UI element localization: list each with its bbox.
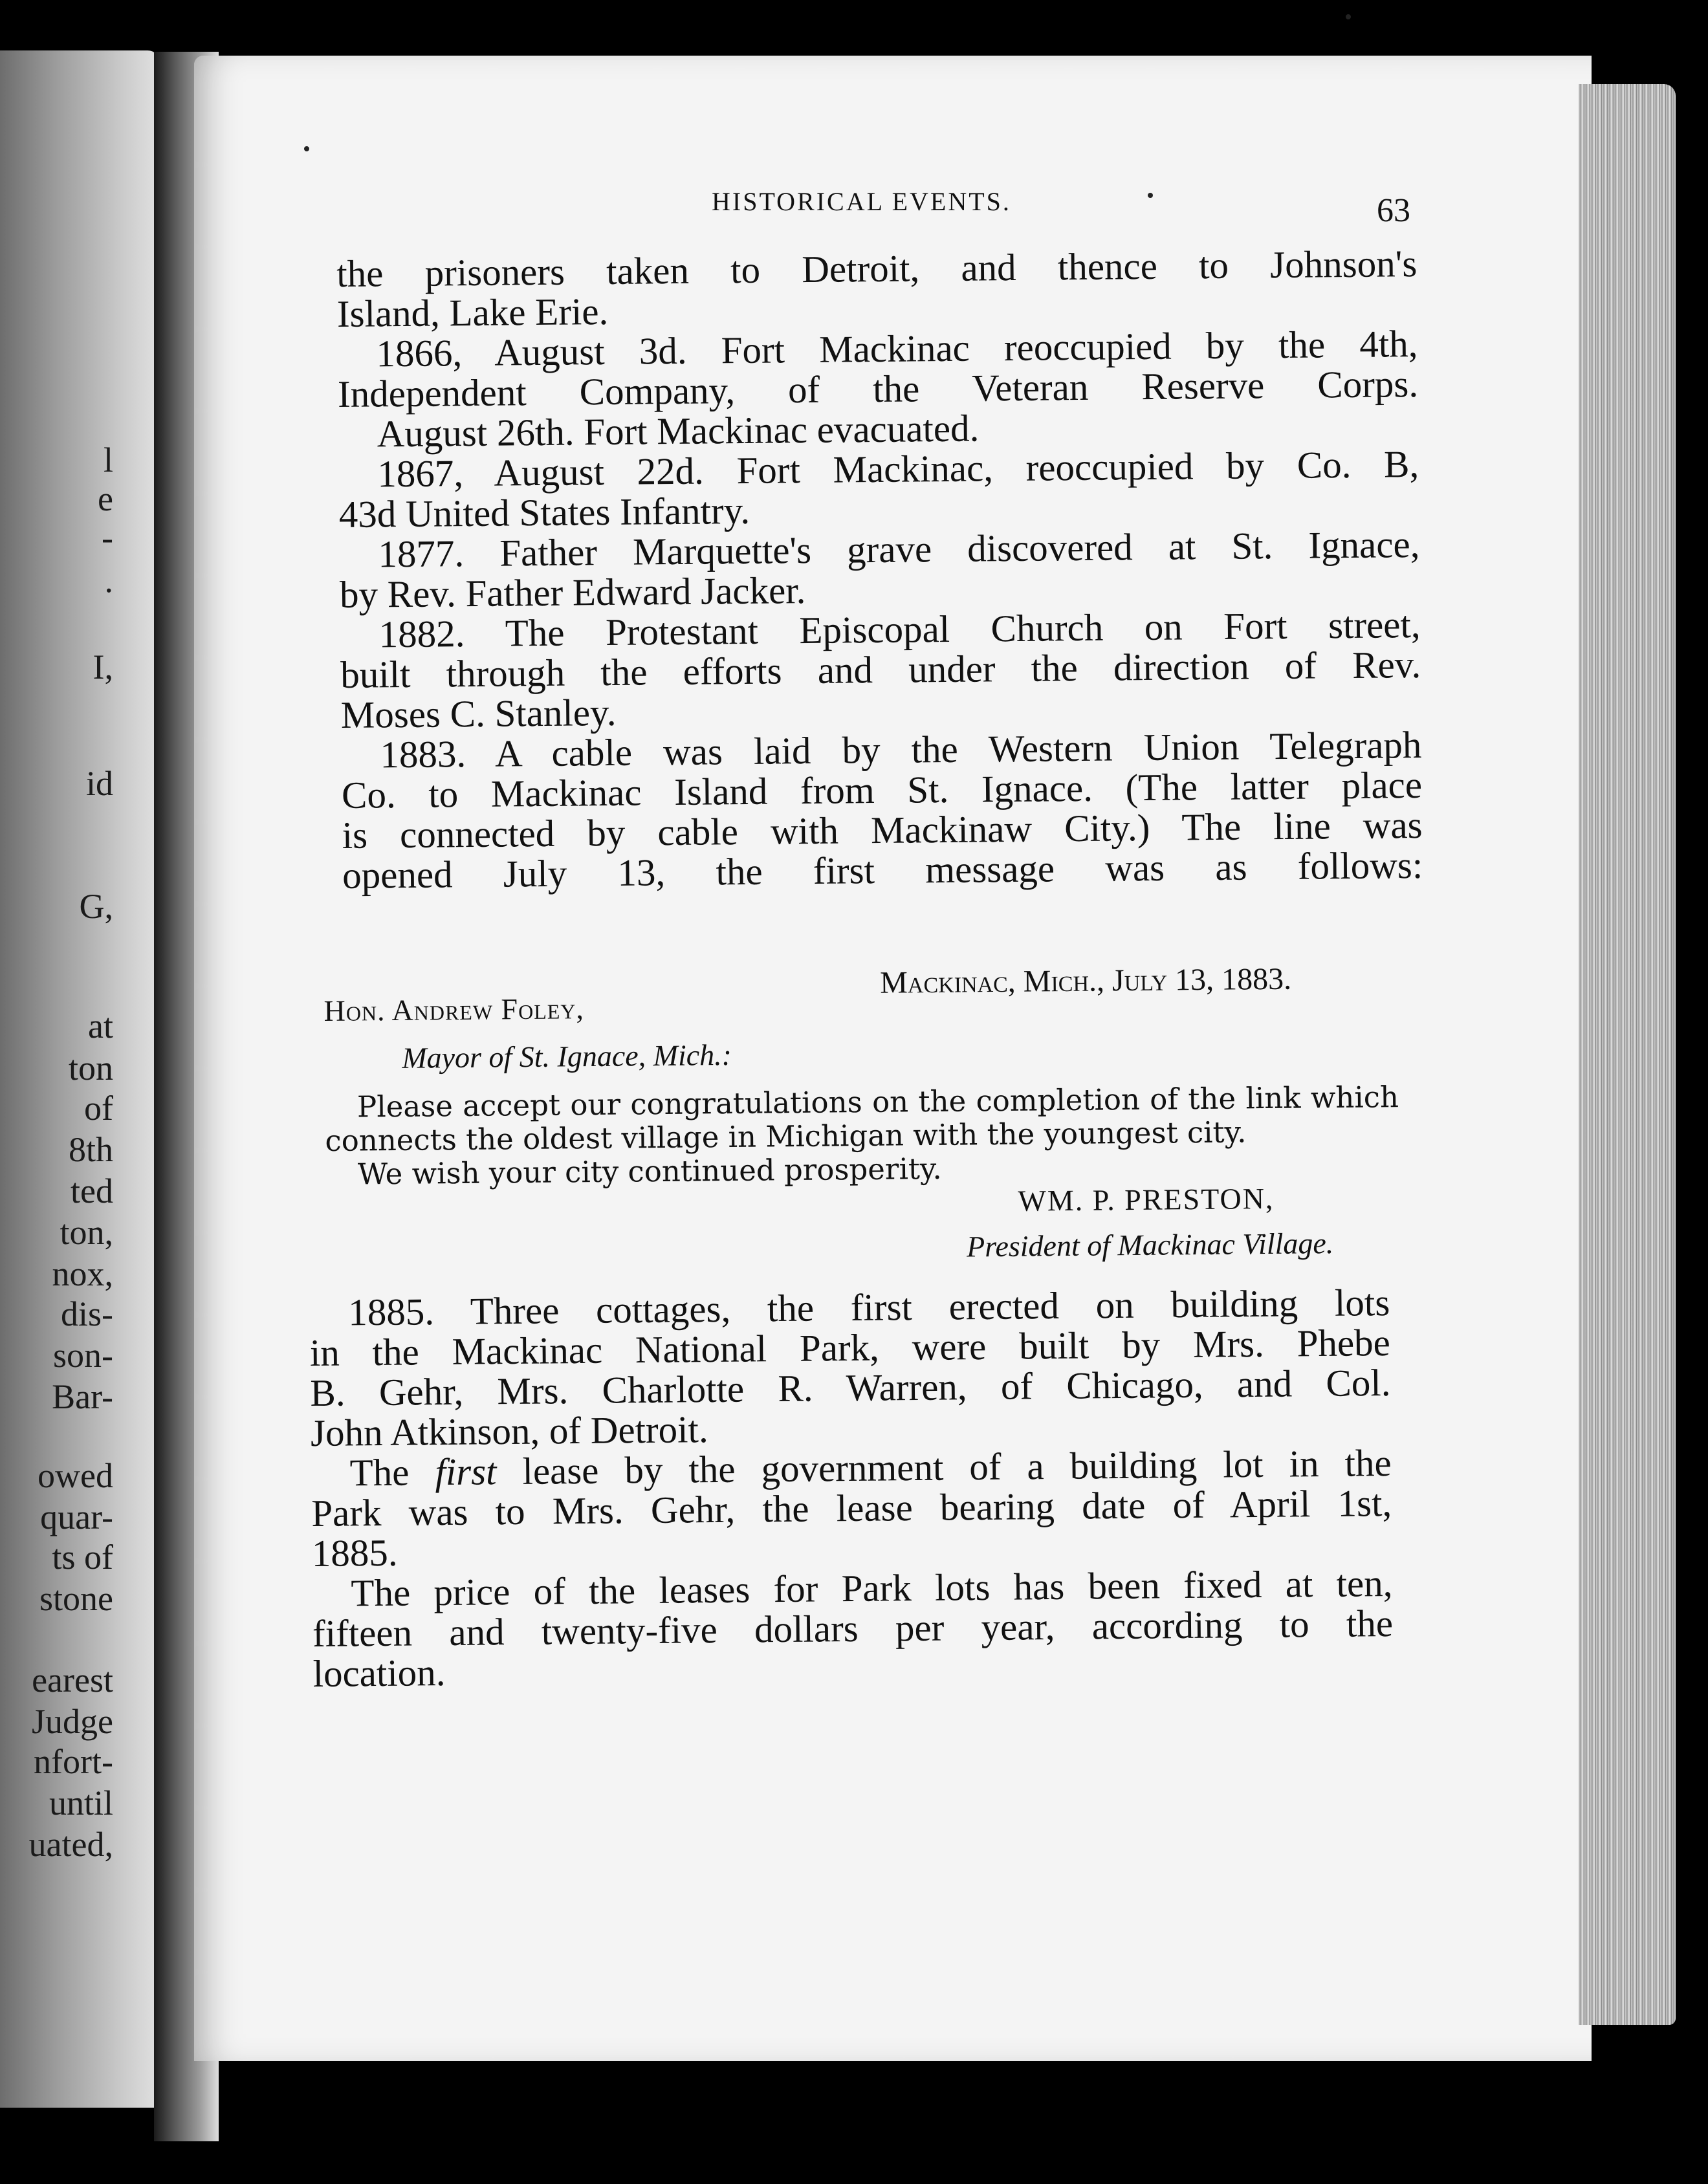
body-text — [336, 243, 1423, 895]
telegram-line: Please accept our congratulations on the completion of the link which — [356, 1080, 1399, 1124]
text-line: Park was to Mrs. Gehr, the lease bearing date of April 1st, — [311, 1481, 1392, 1534]
previous-page-fragment: ton, — [60, 1213, 113, 1252]
previous-page-fragment: uated, — [28, 1825, 113, 1864]
previous-page-fragment: id — [85, 764, 113, 803]
text-line: 1867, August 22d. Fort Mackinac, reoccupied by Co. B, — [377, 442, 1419, 496]
text-line: fifteen and twenty-five dollars per year, according to the — [312, 1601, 1394, 1655]
telegram-addressee-title: Mayor of St. Ignace, Mich.: — [402, 1038, 732, 1075]
previous-page-fragment: 8th — [68, 1130, 113, 1169]
emphasized-word: first — [435, 1450, 497, 1494]
telegram-dateline: Mackinac, Mich., July 13, 1883. — [879, 961, 1292, 1000]
previous-page-fragment: dis- — [61, 1294, 113, 1333]
telegram-line: We wish your city continued prosperity. — [357, 1151, 942, 1192]
text-line: B. Gehr, Mrs. Charlotte R. Warren, of Chicago, and Col. — [310, 1360, 1391, 1414]
previous-page-fragment: of — [84, 1089, 113, 1128]
text-line: Moses C. Stanley. — [340, 690, 617, 736]
previous-page-fragment: Judge — [32, 1702, 113, 1741]
signature-title: President of Mackinac Village. — [966, 1227, 1334, 1263]
speck — [1346, 14, 1351, 19]
previous-page-fragment: e — [98, 479, 113, 518]
previous-page-fragment: . — [104, 561, 113, 600]
text-line: built through the efforts and under the direction of Rev. — [340, 642, 1421, 696]
text-line: 1885. — [311, 1531, 398, 1575]
text-line: Independent Company, of the Veteran Reserve Corps. — [337, 362, 1419, 415]
text-line: 1882. The Protestant Episcopal Church on Fort street, — [378, 602, 1421, 656]
speck — [304, 146, 309, 151]
previous-page-fragment: I, — [93, 648, 113, 686]
speck — [1148, 193, 1153, 198]
text-run: lease by the government of a building lot in the — [496, 1441, 1392, 1493]
text-line: location. — [312, 1651, 446, 1695]
previous-page-text-fragments — [0, 0, 113, 2184]
previous-page-fragment: nox, — [52, 1254, 113, 1293]
body-text-continued — [309, 1282, 1394, 1694]
previous-page-fragment: ton — [68, 1049, 113, 1087]
text-run: The — [349, 1450, 435, 1494]
text-line: Island, Lake Erie. — [336, 289, 609, 335]
previous-page-fragment: owed — [38, 1456, 113, 1495]
text-line: the prisoners taken to Detroit, and thence to Johnson's — [336, 241, 1418, 295]
text-line: Co. to Mackinac Island from St. Ignace. (The latter place — [341, 763, 1423, 816]
previous-page-fragment: l — [103, 441, 113, 479]
text-line: 1883. A cable was laid by the Western Union Telegraph — [380, 723, 1422, 776]
previous-page-fragment: son- — [53, 1336, 113, 1375]
previous-page-fragment: ts of — [52, 1538, 113, 1577]
text-line: 1877. Father Marquette's grave discovered at St. Ignace, — [378, 522, 1420, 576]
text-line: opened July 13, the first message was as follows: — [342, 843, 1423, 897]
text-line: 1866, August 3d. Fort Mackinac reoccupied by the 4th, — [376, 322, 1418, 375]
text-line: by Rev. Father Edward Jacker. — [339, 569, 806, 616]
previous-page-fragment: Bar- — [52, 1377, 113, 1416]
previous-page-fragment: ted — [71, 1172, 113, 1210]
text-line: August 26th. Fort Mackinac evacuated. — [377, 406, 980, 455]
previous-page-fragment: nfort- — [34, 1742, 113, 1781]
signature-name: WM. P. PRESTON, — [1018, 1181, 1275, 1218]
page-edges — [1579, 84, 1676, 2025]
page-number: 63 — [1377, 192, 1410, 229]
running-head: HISTORICAL EVENTS. — [712, 187, 1011, 216]
text-line: in the Mackinac National Park, were built by Mrs. Phebe — [309, 1320, 1391, 1374]
previous-page-fragment: - — [102, 518, 113, 557]
text-line: The price of the leases for Park lots has been fixed at ten, — [351, 1561, 1393, 1615]
previous-page-fragment: stone — [39, 1579, 113, 1618]
text-line: 1885. Three cottages, the first erected on building lots — [347, 1280, 1390, 1334]
telegram-body — [325, 1080, 1399, 1192]
telegram-line: connects the oldest village in Michigan with the youngest city. — [325, 1115, 1247, 1158]
text-line: is connected by cable with Mackinaw City.) The line was — [342, 803, 1423, 857]
previous-page-fragment: until — [49, 1784, 113, 1822]
text-line: John Atkinson, of Detroit. — [310, 1408, 708, 1454]
previous-page-fragment: G, — [79, 887, 113, 926]
text-line: 43d United States Infantry. — [338, 488, 750, 536]
telegram-addressee: Hon. Andrew Foley, — [323, 992, 585, 1027]
previous-page-fragment: at — [88, 1007, 113, 1045]
previous-page-fragment: quar- — [40, 1498, 113, 1536]
previous-page-fragment: earest — [32, 1661, 113, 1699]
